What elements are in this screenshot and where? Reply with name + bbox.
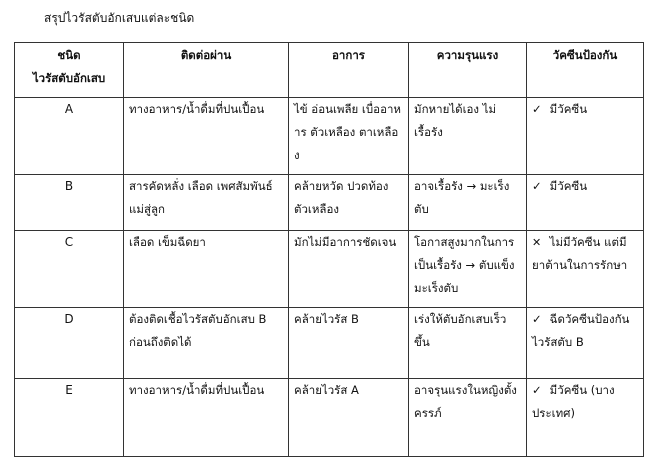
cell-type: B [15,175,124,231]
table-header-row [15,43,644,98]
cell-severity: มักหายได้เอง ไม่เรื้อรัง [409,98,527,175]
cell-vaccine [527,175,644,231]
cell-type: A [15,98,124,175]
cell-vaccine [527,308,644,379]
page-title: สรุปไวรัสตับอักเสบแต่ละชนิด [44,11,195,25]
cell-transmission: ต้องติดเชื้อไวรัสตับอักเสบ B ก่อนถึงติดได้ [124,308,289,379]
cell-vaccine [527,379,644,457]
cell-vaccine [527,231,644,308]
cell-severity: เร่งให้ตับอักเสบเร็วขึ้น [409,308,527,379]
cell-symptoms: คล้ายไวรัส B [289,308,409,379]
header-severity: ความรุนแรง [409,43,527,98]
cell-type: E [15,379,124,457]
vaccine-text: มีวัคซีน (บางประเทศ) [532,383,615,420]
cell-symptoms: มักไม่มีอาการชัดเจน [289,231,409,308]
cell-transmission: ทางอาหาร/น้ำดื่มที่ปนเปื้อน [124,98,289,175]
header-symptoms: อาการ [289,43,409,98]
table-row [15,308,644,379]
check-icon: ✓ [532,383,542,397]
cell-severity: อาจรุนแรงในหญิงตั้งครรภ์ [409,379,527,457]
hepatitis-summary-table [14,42,644,457]
cell-type: C [15,231,124,308]
table-row [15,231,644,308]
cell-vaccine [527,98,644,175]
cell-transmission: เลือด เข็มฉีดยา [124,231,289,308]
check-icon: ✓ [532,312,542,326]
table-row [15,175,644,231]
cell-type: D [15,308,124,379]
vaccine-text: ฉีดวัคซีนป้องกันไวรัสตับ B [532,312,630,349]
cell-severity: อาจเรื้อรัง → มะเร็งตับ [409,175,527,231]
header-type-line2: ไวรัสตับอักเสบ [32,71,106,85]
cell-symptoms: ไข้ อ่อนเพลีย เบื่ออาหาร ตัวเหลือง ตาเหลือง [289,98,409,175]
cell-symptoms: คล้ายหวัด ปวดท้อง ตัวเหลือง [289,175,409,231]
cross-icon: ✕ [532,236,542,249]
vaccine-text: มีวัคซีน [549,102,588,116]
cell-symptoms: คล้ายไวรัส A [289,379,409,457]
cell-severity: โอกาสสูงมากในการเป็นเรื้อรัง → ตับแข็ง มะเร็งตับ [409,231,527,308]
header-type-line1: ชนิด [57,48,81,62]
cell-transmission: ทางอาหาร/น้ำดื่มที่ปนเปื้อน [124,379,289,457]
check-icon: ✓ [532,179,542,193]
header-vaccine: วัคซีนป้องกัน [527,43,644,98]
check-icon: ✓ [532,102,542,116]
header-type [15,43,124,98]
vaccine-text: ไม่มีวัคซีน แต่มียาต้านในการรักษา [532,235,628,272]
cell-transmission: สารคัดหลั่ง เลือด เพศสัมพันธ์ แม่สู่ลูก [124,175,289,231]
header-transmission: ติดต่อผ่าน [124,43,289,98]
table-row [15,98,644,175]
vaccine-text: มีวัคซีน [549,179,588,193]
table-row [15,379,644,457]
